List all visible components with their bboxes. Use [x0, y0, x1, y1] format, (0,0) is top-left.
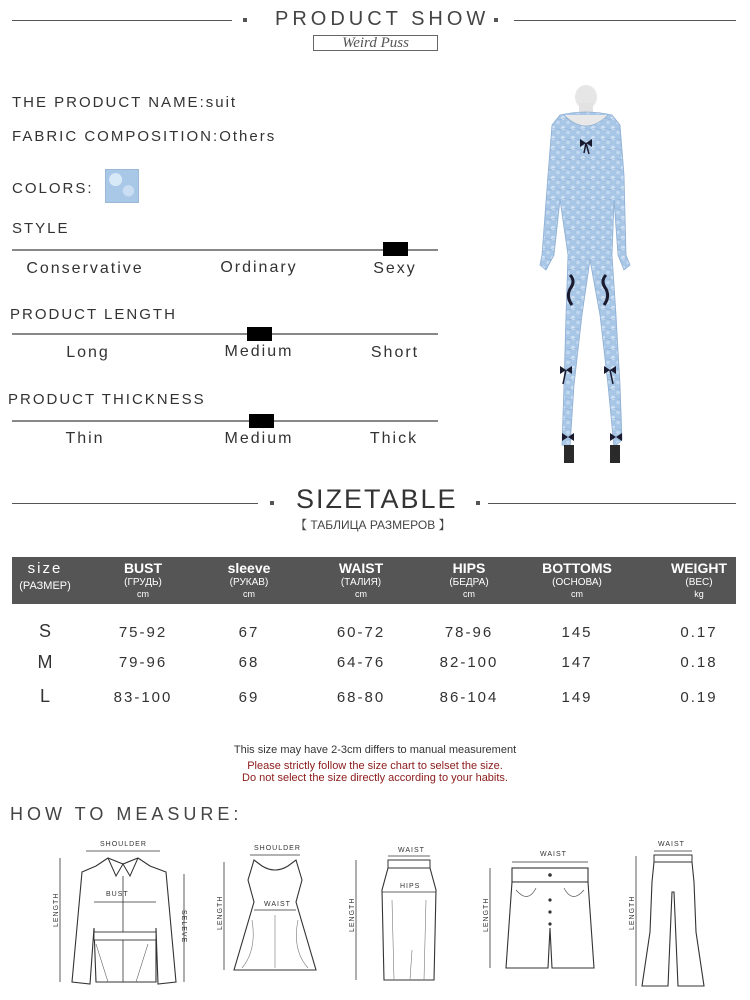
col-waist-unit: cm [355, 589, 367, 599]
row-l-weight: 0.19 [680, 689, 718, 706]
row-l-hips: 86-104 [439, 689, 499, 706]
row-l-bust: 83-100 [113, 689, 173, 706]
row-s-waist: 60-72 [336, 624, 386, 641]
col-size-title: size [27, 560, 63, 577]
col-bust [88, 560, 198, 600]
length-scale-line [12, 333, 438, 335]
length-title: PRODUCT LENGTH [10, 306, 177, 323]
page-title: PRODUCT SHOW [275, 8, 490, 30]
col-sleeve [194, 560, 304, 600]
skirt-diagram [342, 840, 452, 990]
row-l-waist: 68-80 [336, 689, 386, 706]
length-option-short: Short [370, 344, 420, 361]
row-s-bottoms: 145 [561, 624, 593, 641]
warning-line-1: Please strictly follow the size chart to selset the size. [247, 760, 503, 772]
dress-shoulder-label: SHOULDER [254, 845, 301, 852]
dress-waist-label: WAIST [264, 901, 291, 908]
row-m-sleeve: 68 [238, 654, 260, 671]
product-image [520, 85, 650, 470]
thickness-marker [249, 414, 274, 428]
size-table-header [12, 557, 736, 604]
thickness-option-thick: Thick [369, 430, 419, 447]
col-waist [306, 560, 416, 600]
col-hips-sub: (БЕДРА) [449, 577, 489, 588]
col-weight-title: WEIGHT [671, 560, 727, 576]
header-dot-left [243, 18, 247, 22]
col-bust-title: BUST [123, 560, 163, 576]
product-name-row [12, 94, 237, 111]
length-marker [247, 327, 272, 341]
shorts-diagram [478, 840, 618, 980]
colors-label: COLORS: [12, 180, 94, 197]
thickness-title: PRODUCT THICKNESS [8, 391, 206, 408]
style-option-ordinary: Ordinary [220, 259, 298, 276]
col-waist-sub: (ТАЛИЯ) [340, 577, 382, 588]
fabric-label: FABRIC COMPOSITION: [12, 128, 220, 145]
col-bust-sub: (ГРУДЬ) [124, 577, 162, 588]
fabric-value: Others [219, 128, 277, 145]
col-sleeve-unit: cm [243, 589, 255, 599]
thickness-option-medium: Medium [224, 430, 294, 447]
skirt-waist-label: WAIST [398, 847, 425, 854]
style-option-sexy: Sexy [373, 260, 417, 277]
col-weight-unit: kg [694, 589, 704, 599]
row-m-waist: 64-76 [336, 654, 386, 671]
length-option-medium: Medium [224, 343, 294, 360]
sizetable-line-left [12, 503, 258, 504]
product-name-value: suit [205, 94, 238, 111]
skirt-hips-label: HIPS [400, 883, 421, 890]
col-weight-sub: (ВЕС) [685, 577, 713, 588]
style-marker [383, 242, 408, 256]
shorts-length-label: LENGTH [483, 897, 490, 932]
col-hips-unit: cm [463, 589, 475, 599]
row-l-size: L [39, 686, 50, 706]
pants-waist-label: WAIST [658, 841, 685, 848]
row-s-bust: 75-92 [118, 624, 168, 641]
row-l-sleeve: 69 [238, 689, 260, 706]
row-l-bottoms: 149 [561, 689, 593, 706]
warning-line-2: Do not select the size directly according to your habits. [242, 772, 508, 784]
style-scale-line [12, 249, 438, 251]
row-m-weight: 0.18 [680, 654, 718, 671]
jacket-diagram [48, 832, 198, 992]
row-m-bust: 79-96 [118, 654, 168, 671]
row-s-sleeve: 67 [238, 624, 260, 641]
col-weight [644, 560, 750, 600]
dress-diagram [212, 840, 322, 990]
sizetable-dot-right [476, 501, 480, 505]
sizetable-title: SIZETABLE [296, 484, 458, 514]
col-size-sub: (РАЗМЕР) [19, 580, 71, 592]
sizetable-line-right [488, 503, 736, 504]
col-bottoms [522, 560, 632, 600]
col-sleeve-title: sleeve [227, 560, 271, 576]
header-line-left [12, 20, 232, 21]
brand-label: Weird Puss [313, 35, 438, 51]
row-s-size: S [38, 621, 51, 641]
row-m-hips: 82-100 [439, 654, 499, 671]
sizetable-dot-left [270, 501, 274, 505]
jacket-sleeve-label: SELEVE [180, 910, 187, 944]
col-bottoms-sub: (ОСНОВА) [552, 577, 602, 588]
jacket-bust-label: BUST [106, 891, 129, 898]
col-sleeve-sub: (РУКАВ) [229, 577, 269, 588]
col-hips-title: HIPS [452, 560, 486, 576]
jacket-shoulder-label: SHOULDER [100, 841, 147, 848]
header-dot-right [494, 18, 498, 22]
how-to-measure-title: HOW TO MEASURE: [10, 804, 243, 824]
col-size [0, 561, 100, 593]
product-name-label: THE PRODUCT NAME: [12, 94, 206, 111]
col-bottoms-title: BOTTOMS [542, 560, 612, 576]
row-s-weight: 0.17 [680, 624, 718, 641]
row-s-hips: 78-96 [444, 624, 494, 641]
thickness-option-thin: Thin [65, 430, 105, 447]
col-waist-title: WAIST [338, 560, 384, 576]
sizetable-subtitle: 【 ТАБЛИЦА РАЗМЕРОВ 】 [295, 518, 451, 532]
col-bottoms-unit: cm [571, 589, 583, 599]
col-hips [414, 560, 524, 600]
pants-diagram [624, 832, 734, 992]
thickness-scale-line [12, 420, 438, 422]
style-title: STYLE [12, 220, 70, 237]
col-bust-unit: cm [137, 589, 149, 599]
skirt-length-label: LENGTH [349, 897, 356, 932]
color-swatch-blue[interactable] [105, 169, 139, 203]
shorts-waist-label: WAIST [540, 851, 567, 858]
measurement-note: This size may have 2-3cm differs to manual measurement [233, 744, 517, 756]
length-option-long: Long [66, 344, 110, 361]
pants-length-label: LENGTH [629, 895, 636, 930]
dress-length-label: LENGTH [217, 895, 224, 930]
jacket-length-label: LENGTH [53, 892, 60, 927]
style-option-conservative: Conservative [26, 260, 144, 277]
row-m-bottoms: 147 [561, 654, 593, 671]
header-line-right [514, 20, 736, 21]
fabric-row [12, 128, 276, 145]
row-m-size: M [37, 652, 53, 672]
